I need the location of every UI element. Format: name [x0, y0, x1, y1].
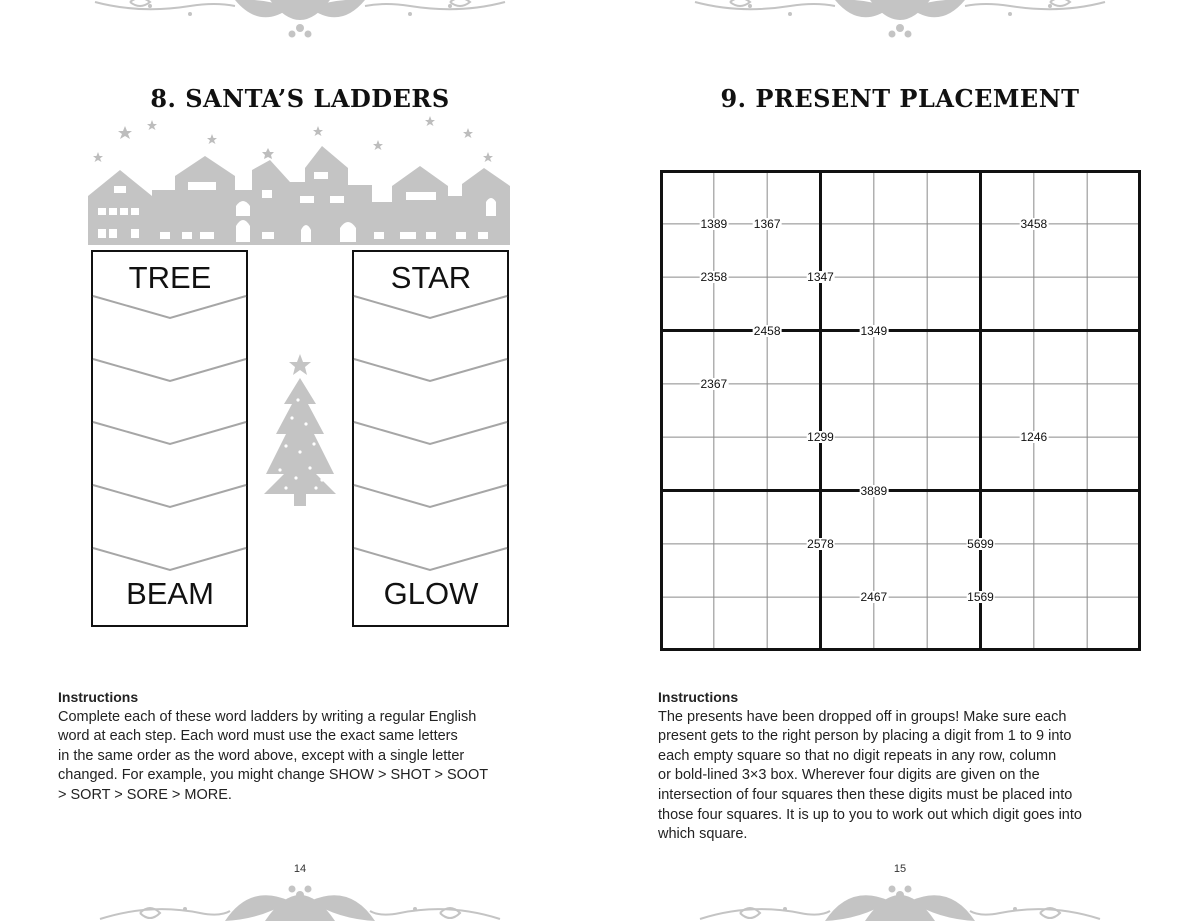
intersection-clue: 5699	[967, 536, 994, 551]
intersection-clue: 2578	[807, 536, 834, 551]
intersection-clue: 1347	[807, 270, 834, 285]
ladder-1-top-word: TREE	[128, 260, 212, 295]
intersection-clue: 1569	[967, 590, 994, 605]
holly-ornament-top-right	[600, 0, 1200, 60]
instructions-line: in the same order as the word above, except with a single letter	[58, 747, 465, 764]
instructions-line: intersection of four squares then these digits must be placed into	[658, 786, 1073, 803]
intersection-clue: 2358	[700, 270, 728, 285]
ladder-2-top-word: STAR	[390, 260, 472, 295]
intersection-clue: 1299	[807, 430, 834, 445]
instructions-line: Complete each of these word ladders by writing a regular English	[58, 708, 477, 725]
page-number: 14	[293, 863, 307, 875]
puzzle-title: 9. PRESENT PLACEMENT	[720, 84, 1080, 113]
ladder-1-bottom-word: BEAM	[126, 576, 214, 611]
intersection-clue: 1349	[860, 323, 888, 338]
sudoku-grid	[660, 170, 1141, 651]
page-number: 15	[893, 863, 907, 875]
christmas-tree-icon	[264, 354, 336, 506]
instructions-heading: Instructions	[58, 689, 139, 705]
instructions-line: changed. For example, you might change SHOW > SHOT > SOOT	[58, 767, 489, 784]
instructions-line: or bold-lined 3×3 box. Wherever four digits are given on the	[658, 767, 1040, 784]
intersection-clue: 2467	[860, 590, 888, 605]
instructions-line: The presents have been dropped off in groups! Make sure each	[658, 708, 1067, 725]
instructions-line: those four squares. It is up to you to work out which digit goes into	[658, 806, 1082, 823]
instructions-block	[658, 688, 1158, 845]
instructions-line: each empty square so that no digit repeats in any row, column	[658, 747, 1057, 764]
intersection-clue: 2367	[700, 376, 728, 391]
ladder-2-bottom-word: GLOW	[383, 576, 479, 611]
right-page	[600, 0, 1200, 921]
intersection-clue: 1389	[700, 216, 728, 231]
instructions-line: word at each step. Each word must use the exact same letters	[58, 728, 458, 745]
intersection-clue: 3889	[860, 483, 888, 498]
clue-layer	[660, 170, 1141, 651]
intersection-clue: 1367	[753, 216, 781, 231]
intersection-clue: 3458	[1020, 216, 1048, 231]
house-skyline	[88, 146, 510, 245]
intersection-clue: 1246	[1020, 430, 1048, 445]
instructions-heading: Instructions	[658, 689, 739, 705]
instructions-line: which square.	[658, 826, 748, 843]
puzzle-title: 8. SANTA’S LADDERS	[150, 84, 450, 113]
intersection-clue: 2458	[753, 323, 781, 338]
instructions-line: present gets to the right person by placing a digit from 1 to 9 into	[658, 728, 1072, 745]
instructions-line: > SORT > SORE > MORE.	[58, 786, 232, 803]
instructions-block	[58, 688, 558, 806]
